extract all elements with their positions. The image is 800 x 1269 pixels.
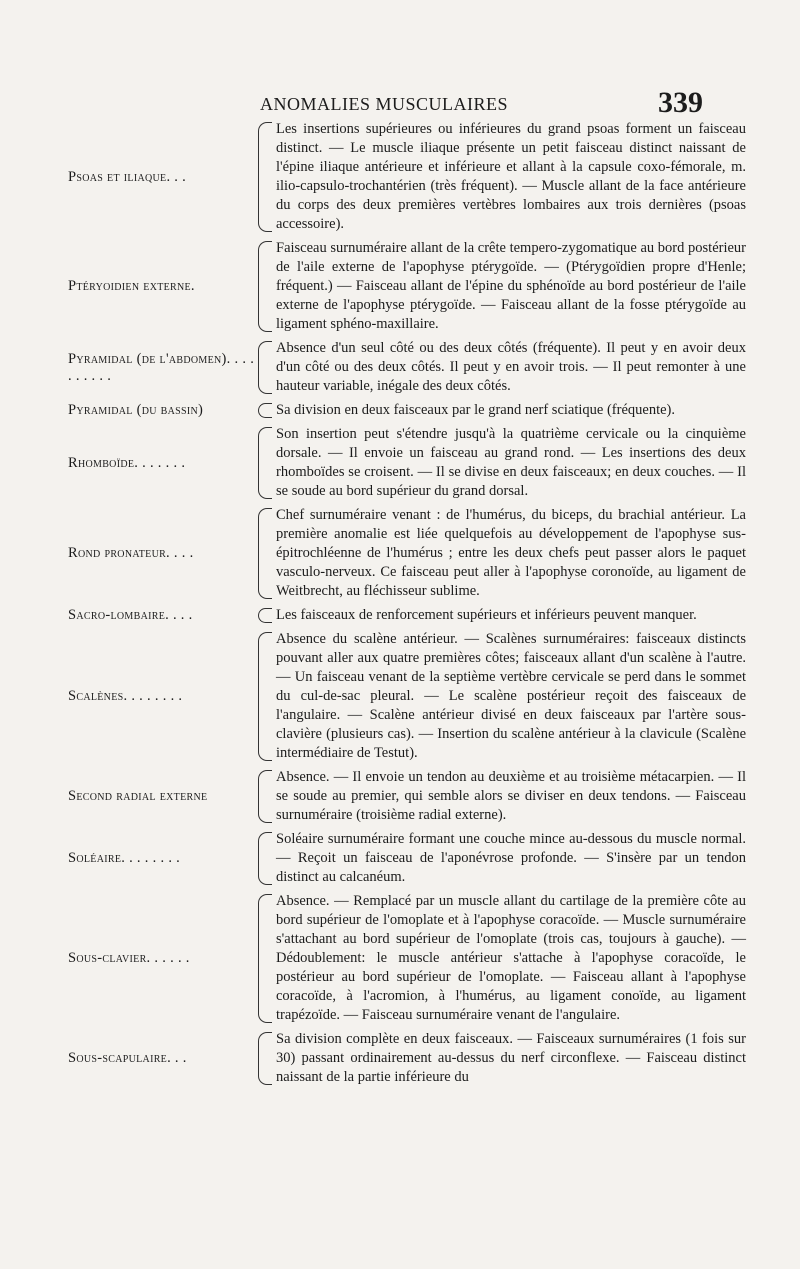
entry-description: Les insertions supérieures ou inférieures du grand psoas forment un faisceau distinct. — Le muscle iliaque présente un petit faisceau distinct naissant de l'épine iliaque antérieure et inférieure et allant à la capsule coxo-fémorale, m. ilio-capsulo-trochantérien (très fréquent). — Muscle allant de la face antérieure du corps des deux premières vertèbres lombaires aux trois dernières (psoas accessoire). [276,121,746,232]
entry-term: Rond pronateur. . . . [68,545,194,561]
brace-mark [258,241,272,332]
entry-description: Son insertion peut s'étendre jusqu'à la quatrième cervicale ou la cinquième dorsale. — Il envoie un faisceau au grand rond. — Les insertions des deux rhomboïdes se croisent. — Il se divise en deux faisceaux; en deux couches. — Il se soude au bord supérieur du grand dorsal. [276,426,746,499]
entry-description: Absence. — Il envoie un tendon au deuxième et au troisième métacarpien. — Il se soude au premier, qui semble alors se diviser en deux tendons. — Faisceau surnuméraire (troisième radial externe). [276,769,746,823]
entry-description: Absence. — Remplacé par un muscle allant du cartilage de la première côte au bord supérieur de l'omoplate et à l'apophyse coracoïde. — Muscle surnuméraire s'attachant au bord supérieur de l'omoplate (trois cas, toujours à gauche). — Dédoublement: le muscle antérieur s'attache à l'apophyse coracoïde, le postérieur au bord supérieur de l'omoplate. — Faisceau allant à l'apophyse coracoïde, à l'acromion, à l'humérus, au ligament conoïde, au ligament trapézoïde. — Faisceau surnuméraire venant de l'angulaire. [276,893,746,1023]
entry-pterygoidien [0,239,800,334]
entry-term: Pyramidal (de l'abdomen). . . . . . . . . . [68,350,255,384]
entry-pyramidal-abdomen [0,339,800,396]
entry-term: Psoas et iliaque. . . [68,168,187,185]
entry-term: Second radial externe [68,788,208,804]
entry-second-radial-externe [0,768,800,825]
entry-term: Rhomboïde. . . . . . . [68,454,186,471]
entry-scalenes [0,630,800,763]
brace-mark [258,427,272,499]
page-title: ANOMALIES MUSCULAIRES [260,94,509,114]
entry-description: Soléaire surnuméraire formant une couche mince au-dessous du muscle normal. — Reçoit un faisceau de l'aponévrose profonde. — S'insère par un tendon distinct au calcanéum. [276,831,746,885]
entry-psoas [0,120,800,234]
entry-sous-clavier [0,892,800,1025]
entry-description: Les faisceaux de renforcement supérieurs et inférieurs peuvent manquer. [276,607,697,623]
brace-mark [258,341,272,394]
entry-description: Absence du scalène antérieur. — Scalènes surnuméraires: faisceaux distincts pouvant aller aux quatre premières côtes; faisceaux allant d'un scalène à l'autre. — Un faisceau venant de la septième vertèbre cervicale se perd dans le sommet du cul-de-sac pleural. — Le scalène postérieur reçoit des faisceaux de l'angulaire. — Scalène antérieur divisé en deux faisceaux par l'artère sous-clavière (plusieurs cas). — Insertion du scalène antérieur à la clavicule (Scalène intermédiaire de Testut). [276,631,746,761]
entry-rond-pronateur [0,506,800,601]
entry-term: Pyramidal (du bassin) [68,402,204,418]
entry-description: Faisceau surnuméraire allant de la crête tempero-zygomatique au bord postérieur de l'aile externe de l'apophyse ptérygoïde. — (Ptérygoïdien propre d'Henle; fréquent.) — Faisceau allant de l'épine du sphénoïde au bord postérieur de l'aile externe de l'apophyse ptérygoïde. — Faisceau allant de la fosse ptérygoïde au ligament sphéno-maxillaire. [276,240,746,332]
entry-term: Ptéryoidien externe. [68,278,195,294]
brace-mark [258,770,272,823]
entry-term: Sacro-lombaire. . . . [68,607,193,623]
entry-sous-scapulaire [0,1030,800,1087]
entry-term: Sous-clavier. . . . . . [68,950,190,966]
entry-description: Sa division en deux faisceaux par le grand nerf sciatique (fréquente). [276,402,675,418]
entry-term: Soléaire. . . . . . . . [68,850,181,866]
brace-mark [258,608,272,623]
entry-description: Chef surnuméraire venant : de l'humérus, du biceps, du brachial antérieur. La première anomalie est liée quelquefois au développement de l'apophyse sus-épitrochléenne de l'humérus ; entre les deux chefs peut passer alors le paquet vasculo-nerveux. Ce faisceau peut aller à l'apophyse coronoïde, au ligament de Weitbrecht, au fléchisseur sublime. [276,507,746,599]
entry-pyramidal-bassin [0,401,800,420]
entry-sacro-lombaire [0,606,800,625]
entry-soleaire [0,830,800,887]
brace-mark [258,632,272,761]
entry-rhomboide [0,425,800,501]
brace-mark [258,1032,272,1085]
entry-list [0,120,800,1092]
brace-mark [258,508,272,599]
entry-description: Absence d'un seul côté ou des deux côtés (fréquente). Il peut y en avoir deux d'un côté ou des deux côtés. Il peut y en avoir trois. — Il peut remonter à une hauteur variable, inégale des deux côtés. [276,340,746,394]
brace-mark [258,403,272,418]
running-header [0,86,800,118]
brace-mark [258,832,272,885]
page-number: 339 [658,86,703,119]
entry-description: Sa division complète en deux faisceaux. — Faisceaux surnuméraires (1 fois sur 30) passant ordinairement au-dessus du nerf circonflexe. — Faisceau distinct naissant de la partie inférieure du [276,1031,746,1085]
entry-term: Scalènes. . . . . . . . [68,688,183,704]
entry-term: Sous-scapulaire. . . [68,1050,187,1066]
brace-mark [258,894,272,1023]
brace-mark [258,122,272,232]
